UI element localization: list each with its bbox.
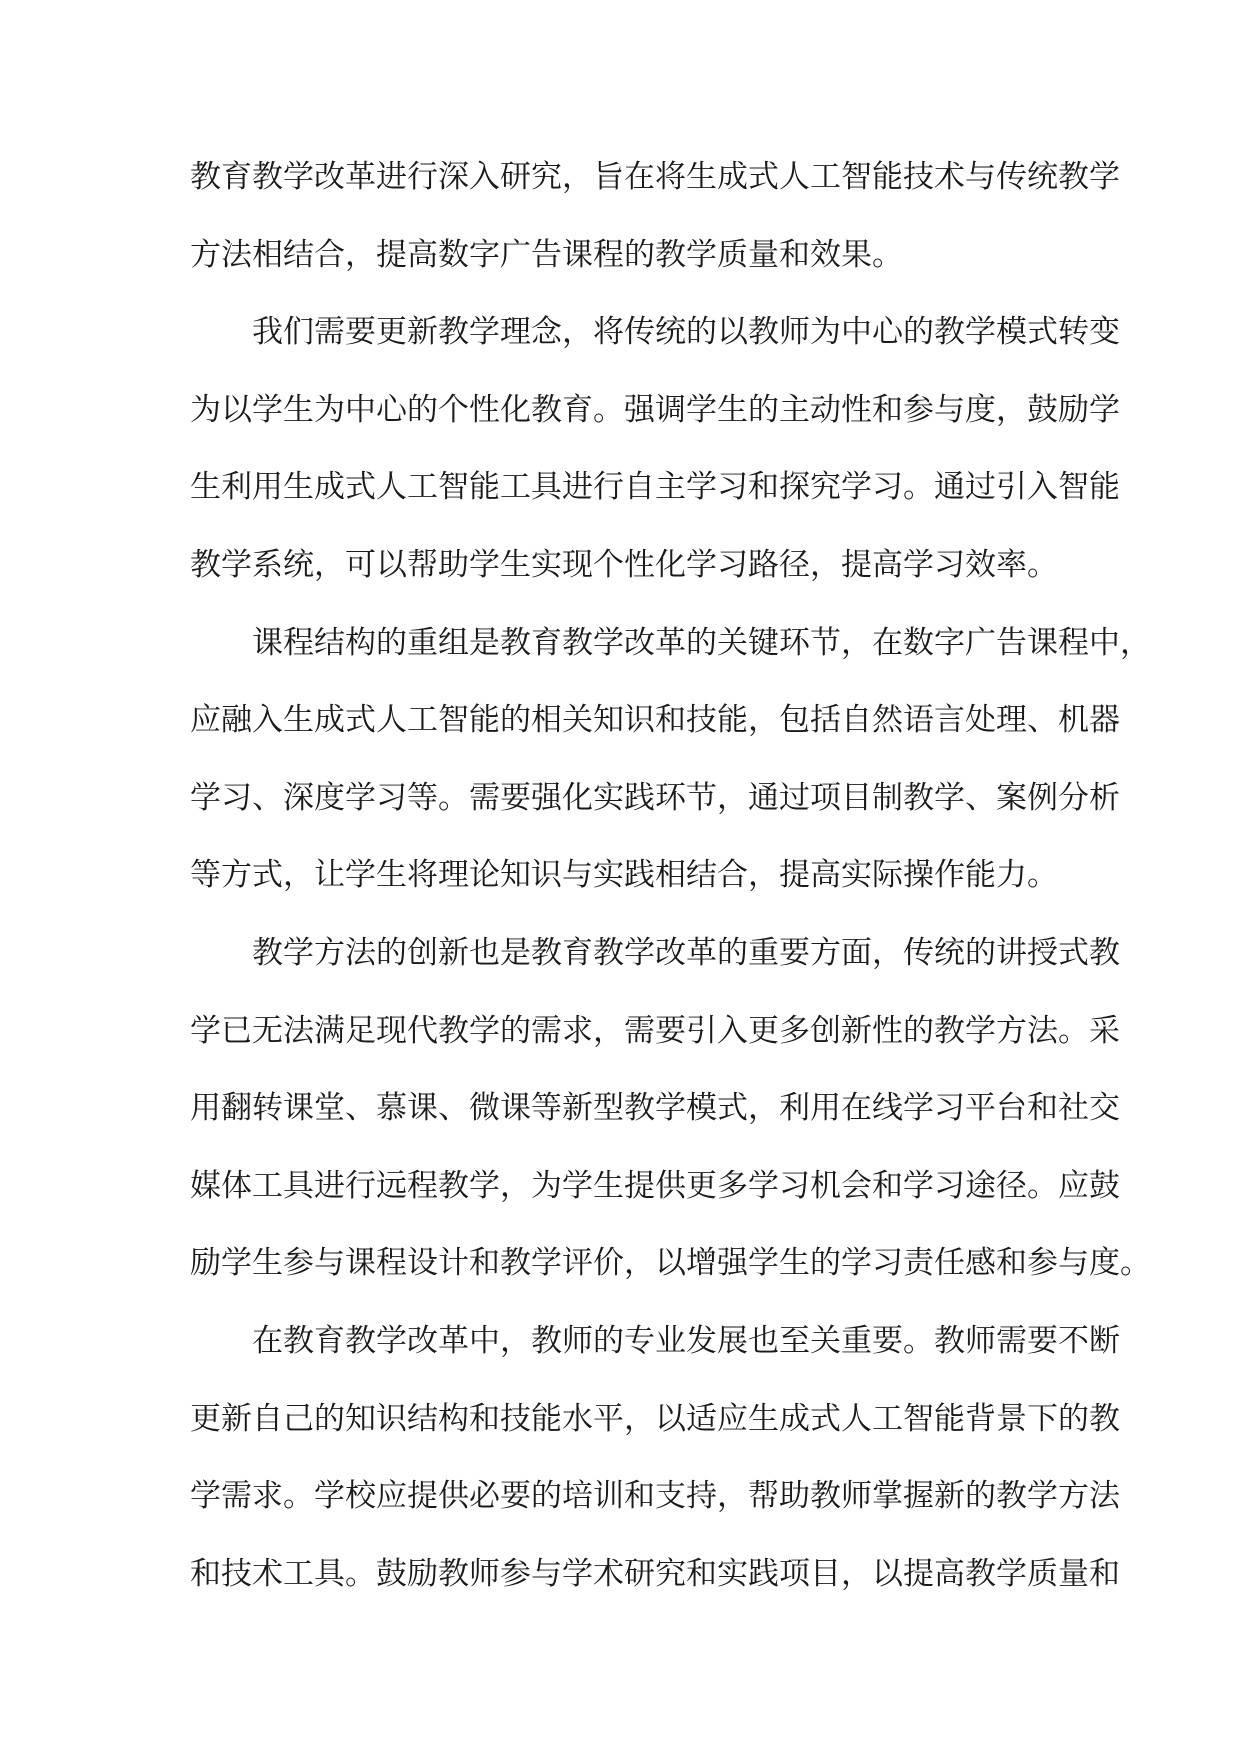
text-line: 应融入生成式人工智能的相关知识和技能，包括自然语言处理、机器 <box>190 702 1120 739</box>
body-text <box>190 139 1151 1613</box>
text-line: 在教育教学改革中，教师的专业发展也至关重要。教师需要不断 <box>252 1322 1120 1359</box>
text-line: 励学生参与课程设计和教学评价，以增强学生的学习责任感和参与度。 <box>190 1245 1151 1282</box>
paragraph <box>190 915 1151 1303</box>
text-line: 学习、深度学习等。需要强化实践环节，通过项目制教学、案例分析 <box>190 779 1120 816</box>
text-line: 我们需要更新教学理念，将传统的以教师为中心的教学模式转变 <box>252 314 1120 351</box>
text-line: 学需求。学校应提供必要的培训和支持，帮助教师掌握新的教学方法 <box>190 1478 1120 1515</box>
text-line: 生利用生成式人工智能工具进行自主学习和探究学习。通过引入智能 <box>190 469 1120 506</box>
text-line: 和技术工具。鼓励教师参与学术研究和实践项目，以提高教学质量和 <box>190 1555 1120 1592</box>
text-line: 用翻转课堂、慕课、微课等新型教学模式，利用在线学习平台和社交 <box>190 1090 1120 1127</box>
paragraph <box>190 1303 1120 1613</box>
text-line: 课程结构的重组是教育教学改革的关键环节，在数字广告课程中， <box>252 624 1151 661</box>
text-line: 更新自己的知识结构和技能水平，以适应生成式人工智能背景下的教 <box>190 1400 1120 1437</box>
paragraph <box>190 605 1151 915</box>
text-line: 媒体工具进行远程教学，为学生提供更多学习机会和学习途径。应鼓 <box>190 1167 1120 1204</box>
text-line: 等方式，让学生将理论知识与实践相结合，提高实际操作能力。 <box>190 857 1058 894</box>
paragraph <box>190 139 1120 294</box>
text-line: 学已无法满足现代教学的需求，需要引入更多创新性的教学方法。采 <box>190 1012 1120 1049</box>
text-line: 教育教学改革进行深入研究，旨在将生成式人工智能技术与传统教学 <box>190 159 1120 195</box>
text-line: 教学系统，可以帮助学生实现个性化学习路径，提高学习效率。 <box>190 546 1058 583</box>
text-line: 教学方法的创新也是教育教学改革的重要方面，传统的讲授式教 <box>252 934 1120 971</box>
paragraph <box>190 294 1120 604</box>
text-line: 为以学生为中心的个性化教育。强调学生的主动性和参与度，鼓励学 <box>190 391 1120 428</box>
text-line: 方法相结合，提高数字广告课程的教学质量和效果。 <box>190 236 903 273</box>
